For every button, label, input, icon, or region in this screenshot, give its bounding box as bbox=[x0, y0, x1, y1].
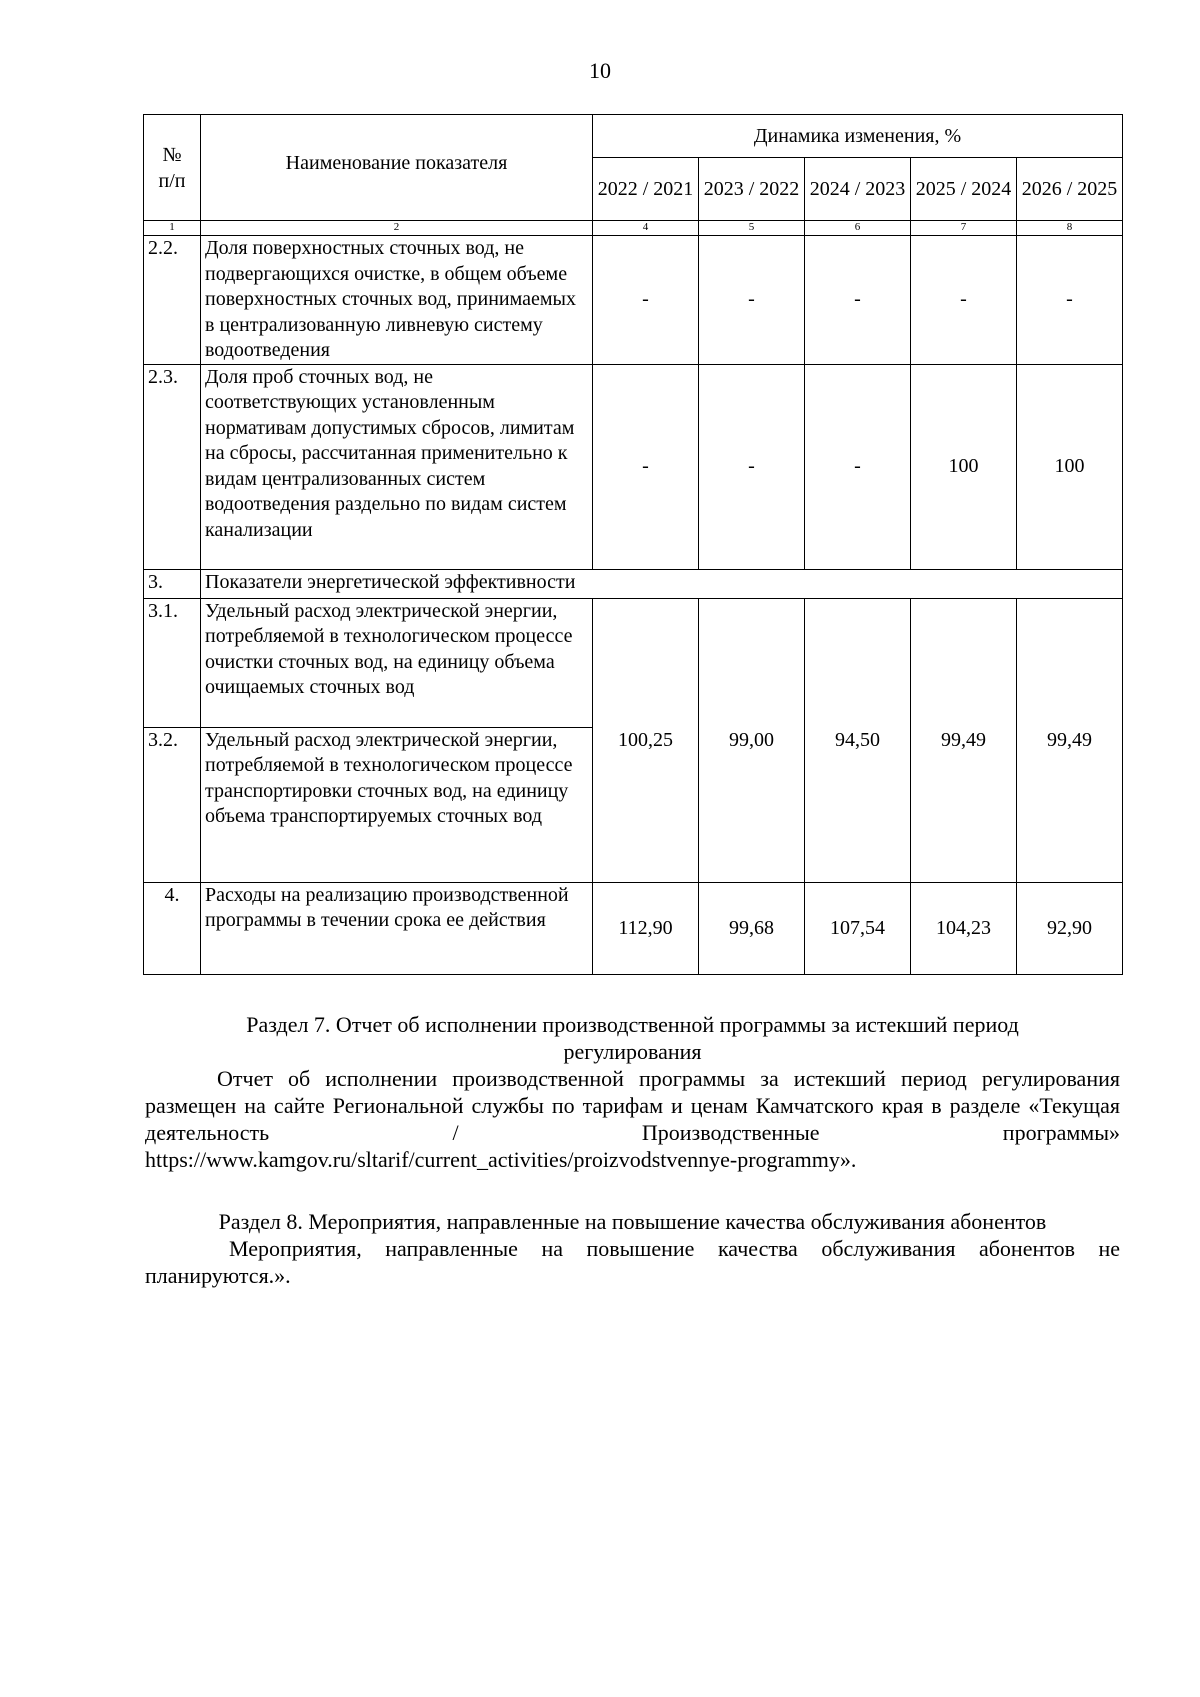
header-year-text: 2025 / 2024 bbox=[915, 177, 1012, 200]
value-cell: - bbox=[911, 236, 1017, 365]
value-cell: 100 bbox=[911, 364, 1017, 569]
section-7 bbox=[145, 1011, 1120, 1173]
column-index: 1 bbox=[144, 221, 201, 236]
value-cell: - bbox=[593, 236, 699, 365]
section-7-text: Отчет об исполнении производственной программы за истекший период регулирования размещен на сайте Региональной службы по тарифам и ценам Камчатского края в разделе «Текущая деятельность / Производственные программы» https://www.kamgov.ru/sltarif/current_activities/proizvodstvennye-programmy». bbox=[145, 1066, 1120, 1172]
header-year-text: 2023 / 2022 bbox=[703, 177, 800, 200]
shared-value-cell: 99,49 bbox=[1017, 598, 1123, 882]
column-index: 2 bbox=[201, 221, 593, 236]
row-number: 4. bbox=[144, 882, 201, 974]
section-8-text: Мероприятия, направленные на повышение качества обслуживания абонентов не планируются.». bbox=[145, 1236, 1120, 1288]
column-index: 6 bbox=[805, 221, 911, 236]
column-index: 5 bbox=[699, 221, 805, 236]
column-index: 4 bbox=[593, 221, 699, 236]
header-dynamics bbox=[593, 115, 1123, 158]
value-cell: - bbox=[699, 364, 805, 569]
header-year bbox=[805, 158, 911, 221]
indicator-name: Удельный расход электрической энергии, потребляемой в технологическом процессе очистки сточных вод, на единицу объема очищаемых сточных вод bbox=[201, 598, 593, 727]
indicators-table bbox=[143, 114, 1123, 975]
indicator-name: Доля проб сточных вод, не соответствующих установленным нормативам допустимых сбросов, лимитам на сбросы, рассчитанная применительно к видам централизованных систем водоотведения раздельно по видам систем канализации bbox=[201, 364, 593, 569]
table-row-2-3 bbox=[144, 364, 1123, 569]
section-7-title: Раздел 7. Отчет об исполнении производственной программы за истекший период регулирования bbox=[246, 1012, 1019, 1064]
header-dynamics-text: Динамика изменения, % bbox=[753, 124, 962, 147]
row-number: 2.2. bbox=[144, 236, 201, 365]
value-cell: - bbox=[805, 236, 911, 365]
value-cell: 99,68 bbox=[699, 882, 805, 974]
table-header-row bbox=[144, 115, 1123, 158]
header-num bbox=[144, 115, 201, 221]
column-index: 8 bbox=[1017, 221, 1123, 236]
value-cell: - bbox=[805, 364, 911, 569]
value-cell: - bbox=[1017, 236, 1123, 365]
section-number: 3. bbox=[144, 569, 201, 598]
value-cell: 112,90 bbox=[593, 882, 699, 974]
value-cell: 104,23 bbox=[911, 882, 1017, 974]
header-year-text: 2022 / 2021 bbox=[597, 177, 694, 200]
header-year bbox=[593, 158, 699, 221]
indicator-name: Удельный расход электрической энергии, потребляемой в технологическом процессе транспортировки сточных вод, на единицу объема транспортируемых сточных вод bbox=[201, 727, 593, 882]
value-cell: 100 bbox=[1017, 364, 1123, 569]
section-8-title: Раздел 8. Мероприятия, направленные на повышение качества обслуживания абонентов bbox=[218, 1209, 1047, 1234]
section-title: Показатели энергетической эффективности bbox=[201, 569, 1123, 598]
indicator-name: Доля поверхностных сточных вод, не подвергающихся очистке, в общем объеме поверхностных сточных вод, принимаемых в централизованную ливневую систему водоотведения bbox=[201, 236, 593, 365]
table-section-row bbox=[144, 569, 1123, 598]
section-8 bbox=[145, 1208, 1120, 1289]
header-num-text: № п/п bbox=[158, 143, 186, 192]
column-index: 7 bbox=[911, 221, 1017, 236]
shared-value-cell: 99,00 bbox=[699, 598, 805, 882]
header-year-text: 2024 / 2023 bbox=[809, 177, 906, 200]
indicator-name: Расходы на реализацию производственной программы в течении срока ее действия bbox=[201, 882, 593, 974]
row-number: 3.2. bbox=[144, 727, 201, 882]
table-row-4 bbox=[144, 882, 1123, 974]
header-name bbox=[201, 115, 593, 221]
header-year bbox=[911, 158, 1017, 221]
shared-value-cell: 94,50 bbox=[805, 598, 911, 882]
table-row-2-2 bbox=[144, 236, 1123, 365]
header-name-text: Наименование показателя bbox=[285, 152, 508, 174]
shared-value-cell: 100,25 bbox=[593, 598, 699, 882]
value-cell: - bbox=[593, 364, 699, 569]
header-year-text: 2026 / 2025 bbox=[1021, 177, 1118, 200]
page-number: 10 bbox=[589, 58, 611, 83]
column-index-row bbox=[144, 221, 1123, 236]
shared-value-cell: 99,49 bbox=[911, 598, 1017, 882]
value-cell: 107,54 bbox=[805, 882, 911, 974]
header-year bbox=[1017, 158, 1123, 221]
row-number: 3.1. bbox=[144, 598, 201, 727]
table-row-3-1 bbox=[144, 598, 1123, 727]
value-cell: - bbox=[699, 236, 805, 365]
row-number: 2.3. bbox=[144, 364, 201, 569]
value-cell: 92,90 bbox=[1017, 882, 1123, 974]
header-year bbox=[699, 158, 805, 221]
